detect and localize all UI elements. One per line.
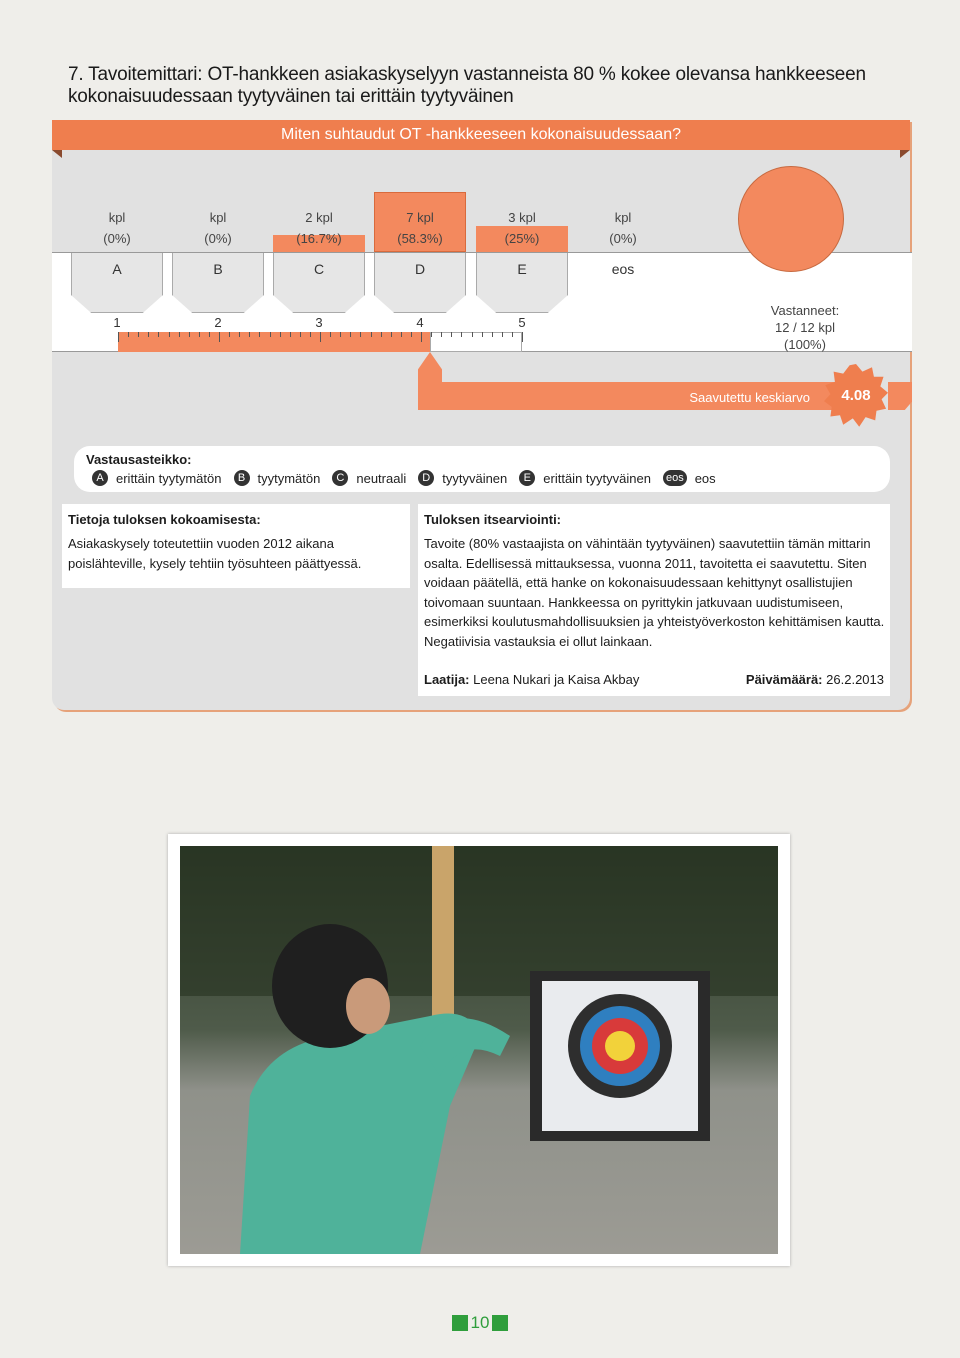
legend-key: eos [663, 470, 687, 486]
scale-tick [482, 332, 483, 337]
column-letter: eos [611, 261, 635, 277]
question-title: Miten suhtaudut OT -hankkeeseen kokonaisuudessaan? [52, 120, 910, 150]
scale-tick [350, 332, 351, 337]
respondents-title: Vastanneet: [770, 303, 840, 318]
percent-label: (16.7%) [296, 231, 342, 246]
scale-tick [360, 332, 361, 337]
legend-key: D [418, 470, 434, 486]
legend-key: A [92, 470, 108, 486]
legend-text: erittäin tyytymätön [116, 470, 222, 486]
average-label: Saavutettu keskiarvo [689, 390, 810, 405]
archery-photo [180, 846, 778, 1254]
scale-tick [431, 332, 432, 337]
author-name: Leena Nukari ja Kaisa Akbay [473, 672, 640, 687]
legend-key: B [234, 470, 250, 486]
page-heading: 7. Tavoitemittari: OT-hankkeen asiakaskyselyyn vastanneista 80 % kokee olevansa hankkeeseen kokonaisuudessaan tyytyväinen tai erittäin tyytyväinen [68, 64, 866, 107]
scale-tick [320, 332, 321, 342]
scale-tick [209, 332, 210, 337]
count-label: kpl [614, 210, 632, 225]
date-line [746, 672, 884, 687]
scale-tick [391, 332, 392, 337]
scale-tick [259, 332, 260, 337]
column-number: 4 [416, 315, 424, 330]
percent-label: (0%) [103, 231, 131, 246]
scale-tick [169, 332, 170, 337]
column-letter: B [213, 261, 223, 277]
legend-text: eos [694, 470, 716, 486]
respondents-pct: (100%) [784, 337, 826, 352]
column-letter: E [517, 261, 527, 277]
scale-tick [189, 332, 190, 337]
percent-label: (25%) [504, 231, 540, 246]
respondents-circle [738, 166, 844, 272]
respondents-label [740, 302, 870, 353]
scale-tick [401, 332, 402, 337]
scale-tick [421, 332, 422, 342]
legend-key: C [332, 470, 348, 486]
scale-tick [179, 332, 180, 337]
archery-illustration [180, 846, 778, 1254]
scale-tick [249, 332, 250, 337]
band-fold-left [52, 150, 62, 158]
scale-tick [340, 332, 341, 337]
page-number: 10 [470, 1313, 490, 1332]
scale-tick [300, 332, 301, 337]
date-value: 26.2.2013 [826, 672, 884, 687]
scale-tick [118, 332, 119, 342]
column-letter: D [414, 261, 426, 277]
scale-tick [290, 332, 291, 337]
band-fold-right [900, 150, 910, 158]
percent-label: (0%) [609, 231, 637, 246]
legend-text: neutraali [356, 470, 407, 486]
scale-tick [199, 332, 200, 337]
scale-tick [512, 332, 513, 337]
scale-tick [502, 332, 503, 337]
legend-text: tyytymätön [257, 470, 321, 486]
column-number: 2 [214, 315, 222, 330]
scale-tick [461, 332, 462, 337]
scale-tick [371, 332, 372, 337]
column-letter: A [112, 261, 122, 277]
scale-tick [310, 332, 311, 337]
respondents-value: 12 / 12 kpl [775, 320, 835, 335]
collection-info-text: Asiakaskysely toteutettiin vuoden 2012 aikana poislähteville, kysely tehtiin työsuhteen päättyessä. [68, 536, 362, 571]
percent-label: (58.3%) [397, 231, 443, 246]
count-label: 7 kpl [406, 210, 434, 225]
column-number: 1 [113, 315, 121, 330]
scale-tick [492, 332, 493, 337]
scale-tick [219, 332, 220, 342]
collection-info-box [62, 504, 410, 588]
date-label: Päivämäärä: [745, 672, 823, 687]
count-label: 3 kpl [508, 210, 536, 225]
count-label: kpl [108, 210, 126, 225]
scale-tick [411, 332, 412, 337]
count-label: 2 kpl [305, 210, 333, 225]
scale-tick [451, 332, 452, 337]
average-value: 4.08 [841, 387, 871, 404]
scale-tick [128, 332, 129, 337]
average-scale-remainder [430, 332, 522, 352]
scale-tick [522, 332, 523, 342]
page-marker-right [492, 1315, 508, 1331]
column-letter: C [313, 261, 325, 277]
legend-key: E [519, 470, 535, 486]
scale-tick [229, 332, 230, 337]
self-assessment-text: Tavoite (80% vastaajista on vähintään tyytyväinen) saavutettiin tämän mittarin osalta. Edellisessä mittauksessa, vuonna 2011, tavoitetta ei saavutettu. Siten voidaan päätellä, että hanke on kokonaisuudessaan kehittynyt osallistujien toivomaan suuntaan. Hankkeessa on pyrittykin jatkuvaan uudistumiseen, esimerkiksi koulutusmahdollisuuksien ja yhteistyöverkoston kehittämisen kautta. Negatiivisia vastauksia ei ollut lainkaan. [424, 536, 885, 649]
percent-label: (0%) [204, 231, 232, 246]
scale-tick [472, 332, 473, 337]
scale-tick [381, 332, 382, 337]
average-scale-fill [118, 332, 430, 352]
scale-tick [270, 332, 271, 337]
count-label: kpl [209, 210, 227, 225]
scale-tick [441, 332, 442, 337]
self-assessment-title: Tuloksen itsearviointi: [424, 512, 562, 527]
legend-text: erittäin tyytyväinen [543, 470, 651, 486]
column-number: 3 [315, 315, 323, 330]
collection-info-title: Tietoja tuloksen kokoamisesta: [68, 512, 261, 527]
author-line [424, 672, 639, 687]
scale-tick [280, 332, 281, 337]
scale-tick [158, 332, 159, 337]
legend-text: tyytyväinen [442, 470, 508, 486]
legend-items [92, 470, 728, 486]
legend-title: Vastausasteikko: [86, 452, 192, 467]
column-number: 5 [518, 315, 526, 330]
scale-tick [239, 332, 240, 337]
self-assessment-box [418, 504, 890, 696]
scale-tick [138, 332, 139, 337]
scale-tick [148, 332, 149, 337]
author-label: Laatija: [424, 672, 470, 687]
scale-tick [330, 332, 331, 337]
